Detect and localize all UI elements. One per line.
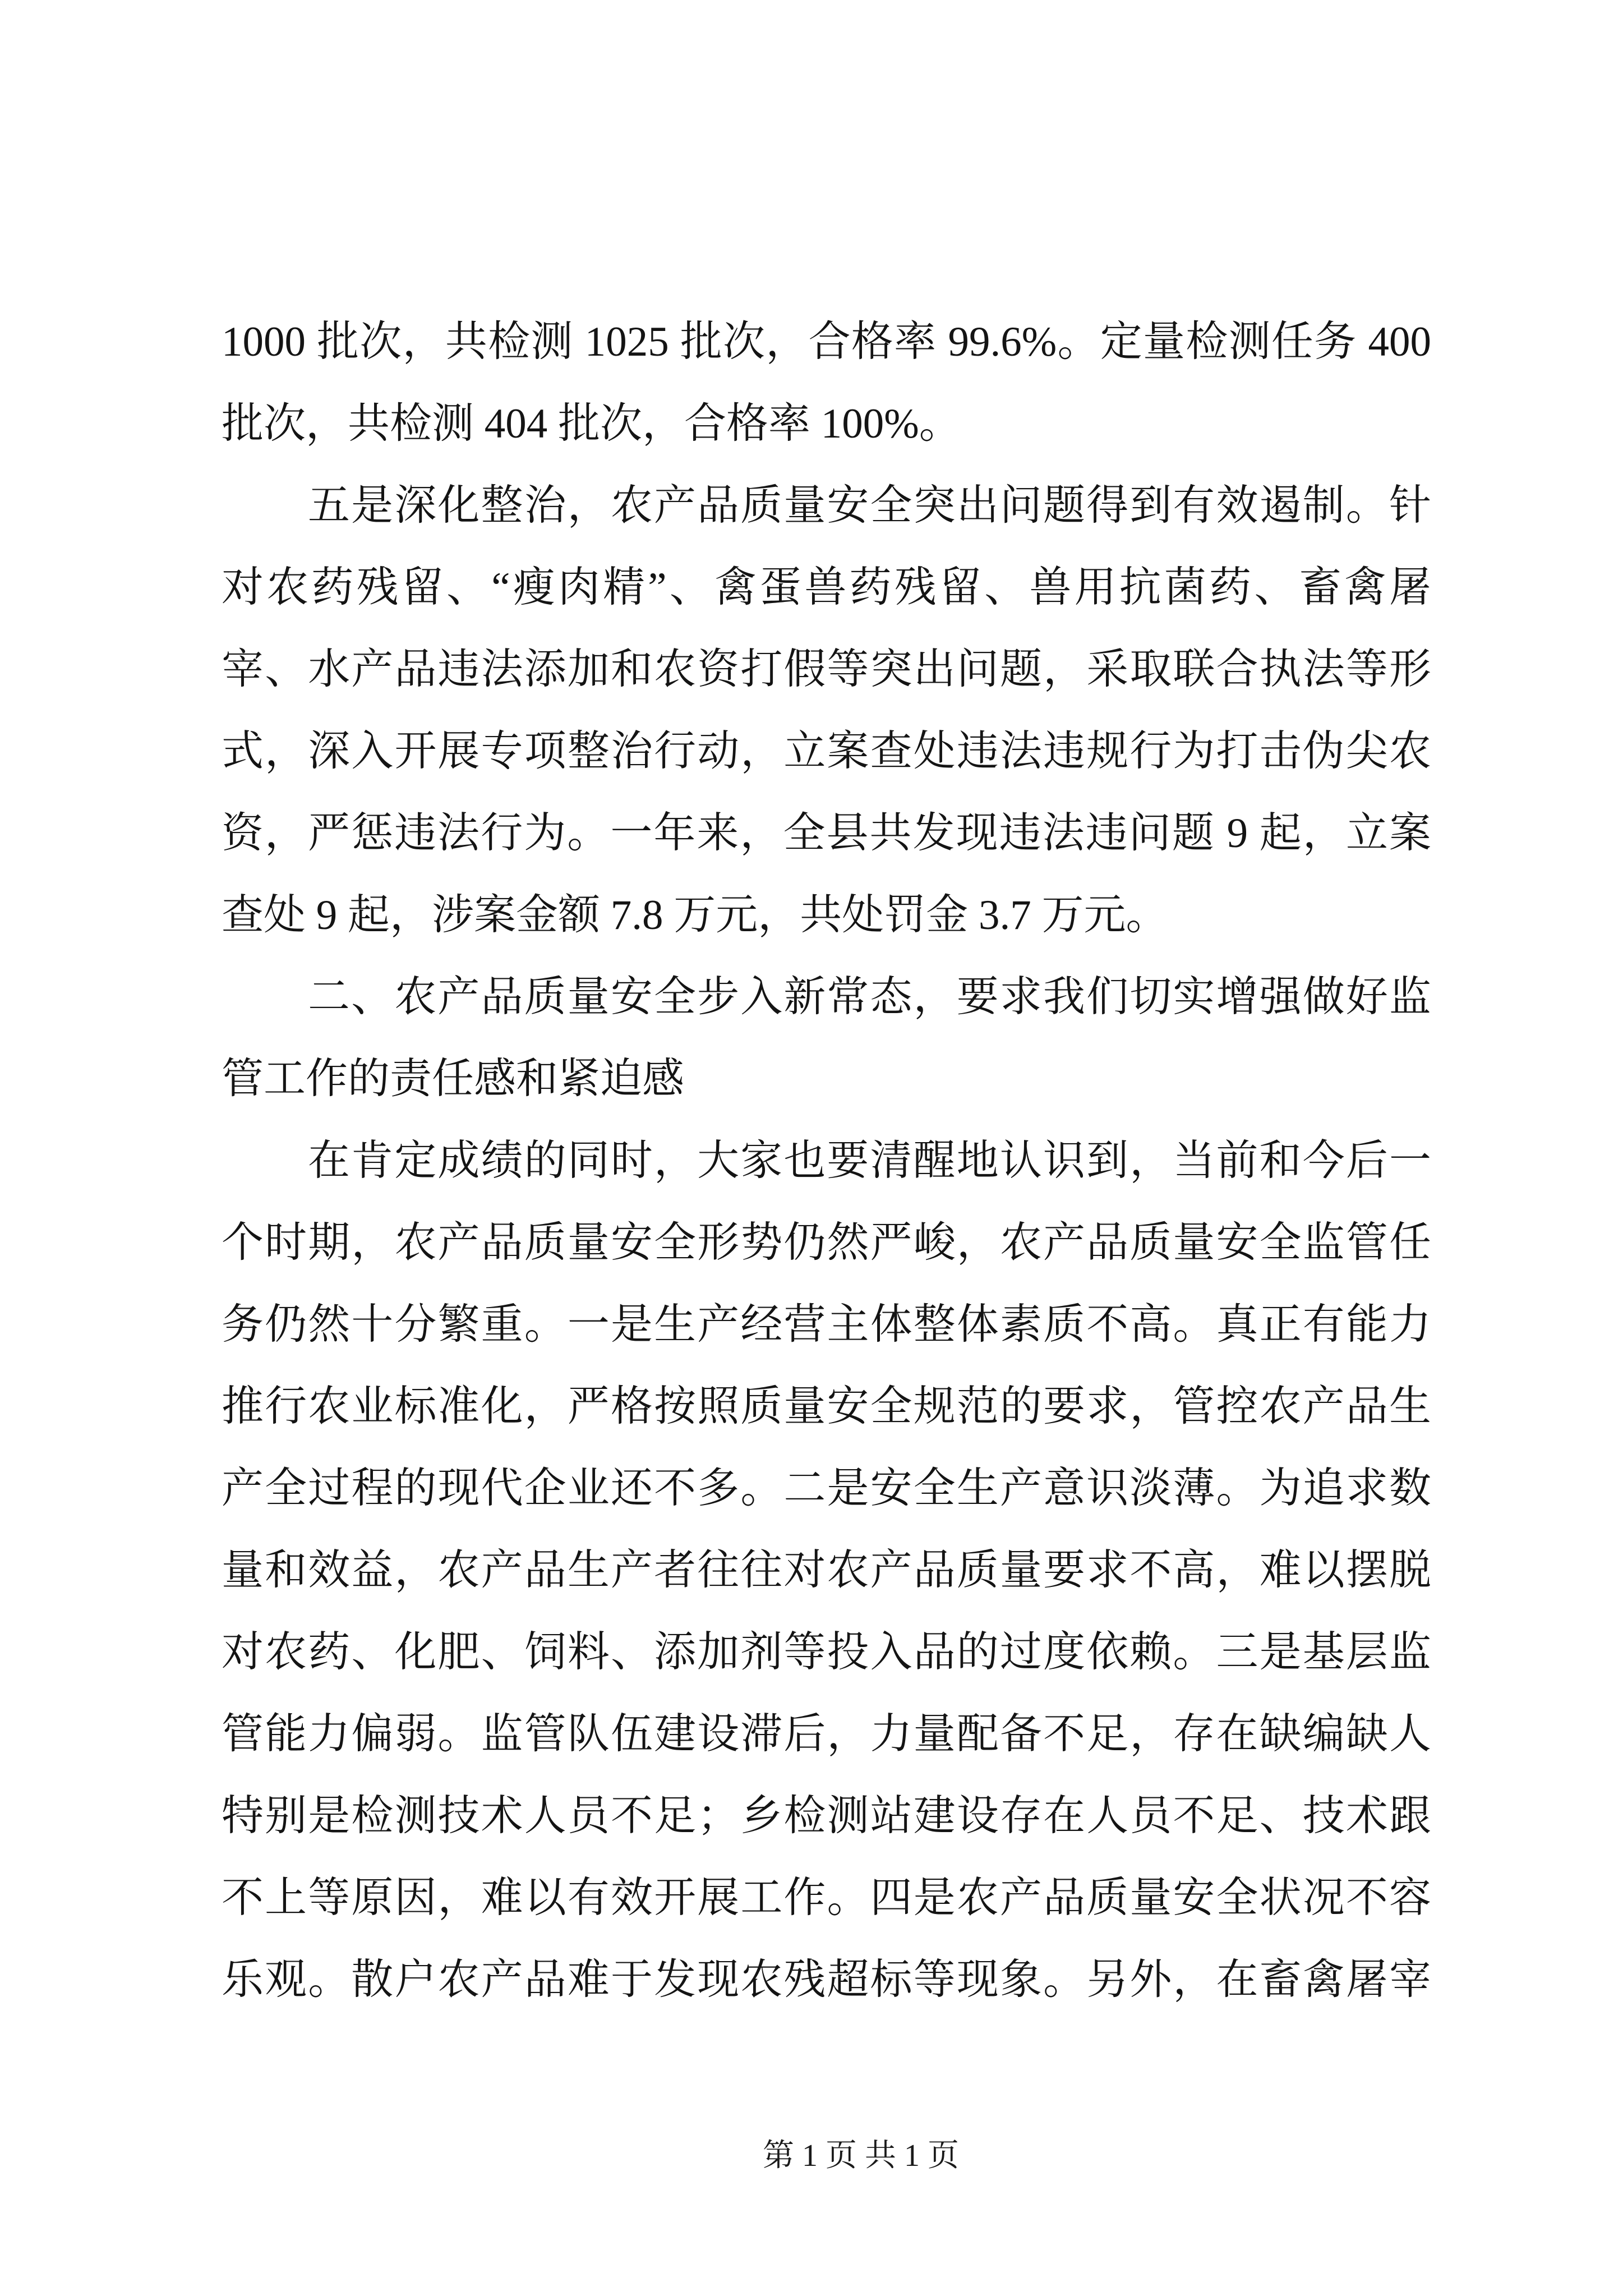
text-line: 管能力偏弱。监管队伍建设滞后，力量配备不足，存在缺编缺人 bbox=[222, 1711, 1431, 1757]
text-line: 对农药、化肥、饲料、添加剂等投入品的过度依赖。三是基层监 bbox=[222, 1629, 1431, 1676]
text-line: 式，深入开展专项整治行动，立案查处违法违规行为打击伪尖农 bbox=[222, 728, 1431, 775]
paragraph-rectification bbox=[222, 465, 1431, 956]
text-line: 推行农业标准化，严格按照质量安全规范的要求，管控农产品生 bbox=[222, 1383, 1431, 1430]
document-page-body bbox=[222, 301, 1431, 2021]
section-heading bbox=[222, 956, 1431, 1120]
text-line: 不上等原因，难以有效开展工作。四是农产品质量安全状况不容 bbox=[222, 1875, 1431, 1921]
text-line: 管工作的责任感和紧迫感 bbox=[222, 1056, 685, 1102]
paragraph-detection-results bbox=[222, 301, 1431, 465]
page-footer: 第 1 页 共 1 页 bbox=[763, 2138, 959, 2173]
text-line: 特别是检测技术人员不足；乡检测站建设存在人员不足、技术跟 bbox=[222, 1793, 1431, 1839]
text-line: 资，严惩违法行为。一年来，全县共发现违法违问题 9 起，立案 bbox=[222, 810, 1431, 857]
text-line: 宰、水产品违法添加和农资打假等突出问题，采取联合执法等形 bbox=[222, 646, 1431, 693]
text-line: 批次，共检测 404 批次，合格率 100%。 bbox=[222, 401, 961, 447]
text-line: 产全过程的现代企业还不多。二是安全生产意识淡薄。为追求数 bbox=[222, 1465, 1431, 1512]
text-line: 在肯定成绩的同时，大家也要清醒地认识到，当前和今后一 bbox=[308, 1138, 1431, 1184]
text-line: 个时期，农产品质量安全形势仍然严峻，农产品质量安全监管任 bbox=[222, 1220, 1431, 1266]
text-line: 1000 批次，共检测 1025 批次，合格率 99.6%。定量检测任务 400 bbox=[222, 319, 1431, 365]
text-line: 乐观。散户农产品难于发现农残超标等现象。另外，在畜禽屠宰 bbox=[222, 1957, 1431, 2003]
text-line: 务仍然十分繁重。一是生产经营主体整体素质不高。真正有能力 bbox=[222, 1301, 1431, 1348]
text-line: 五是深化整治，农产品质量安全突出问题得到有效遏制。针 bbox=[308, 482, 1431, 529]
text-line: 二、农产品质量安全步入新常态，要求我们切实增强做好监 bbox=[308, 974, 1431, 1020]
paragraph-challenges bbox=[222, 1120, 1431, 2021]
text-line: 对农药残留、“瘦肉精”、禽蛋兽药残留、兽用抗菌药、畜禽屠 bbox=[222, 564, 1431, 611]
text-line: 量和效益，农产品生产者往往对农产品质量要求不高，难以摆脱 bbox=[222, 1547, 1431, 1594]
text-line: 查处 9 起，涉案金额 7.8 万元，共处罚金 3.7 万元。 bbox=[222, 892, 1168, 938]
